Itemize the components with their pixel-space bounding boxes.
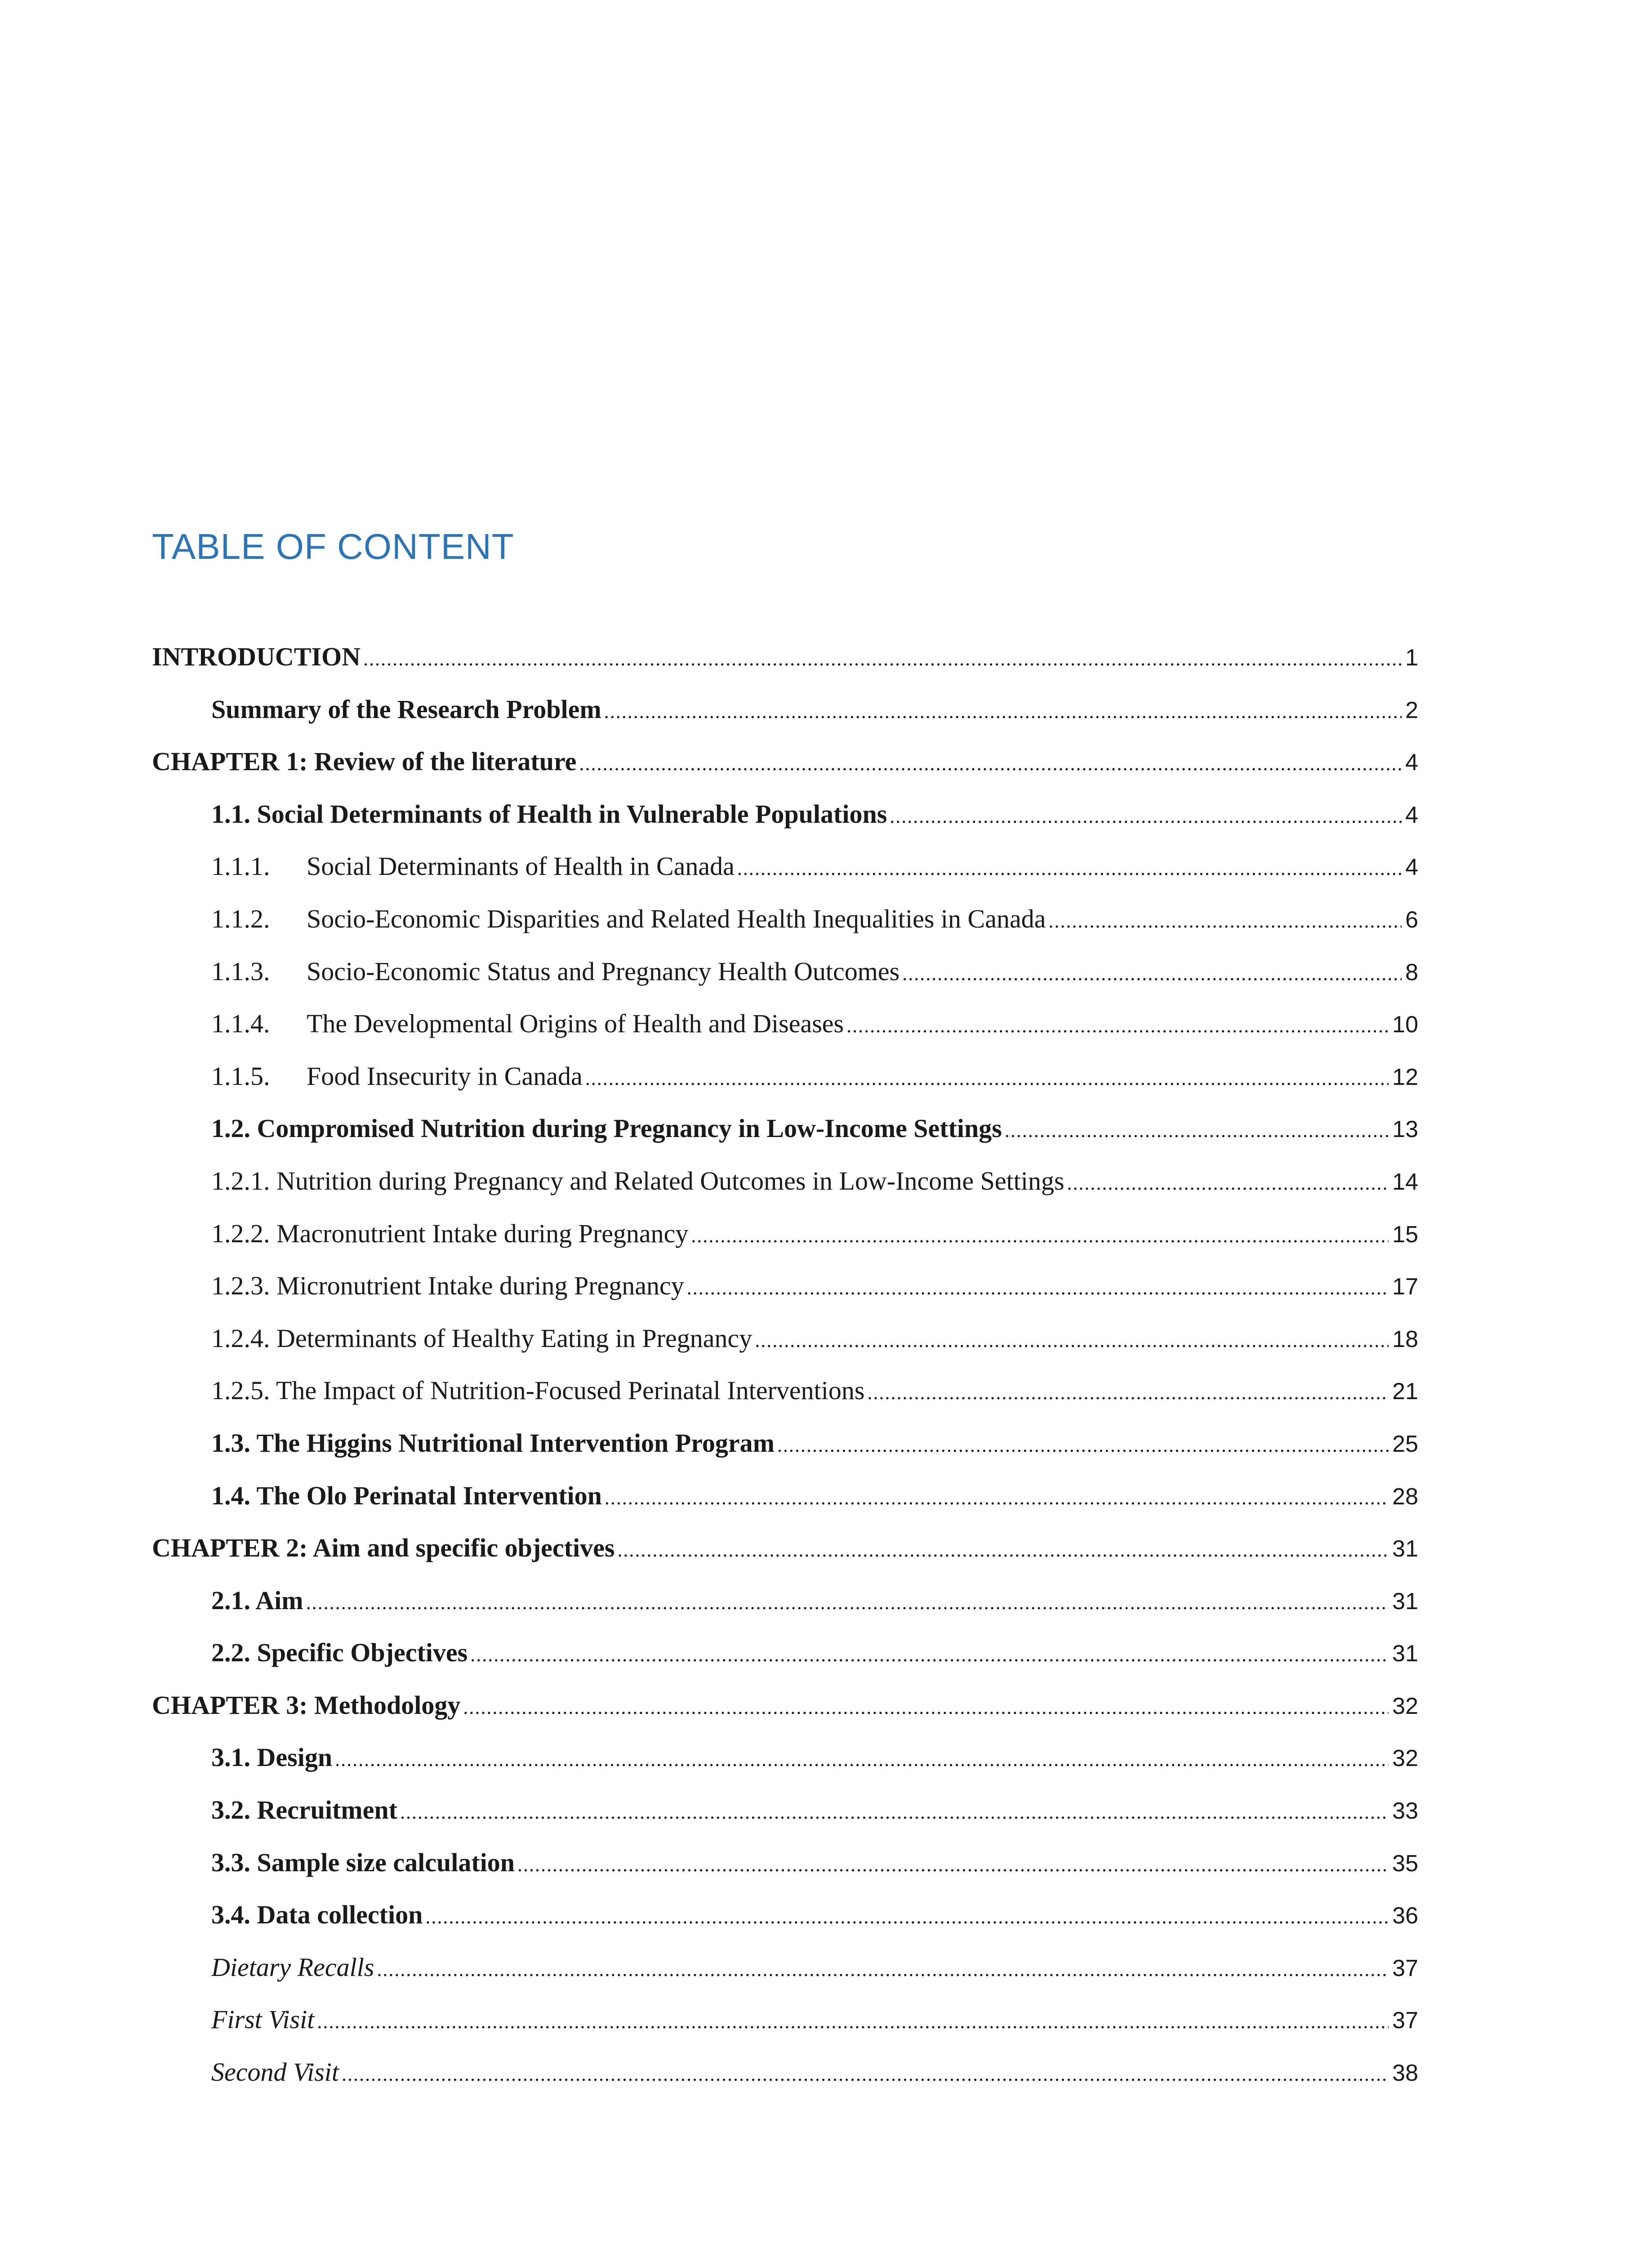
- toc-entry[interactable]: [0, 637, 1652, 689]
- toc-entry-page-number: 4: [1405, 854, 1418, 881]
- toc-entry-page-number: 32: [1392, 1745, 1418, 1772]
- toc-entry-title: Dietary Recalls: [211, 1952, 374, 1982]
- toc-entry-page-number: 1: [1405, 645, 1418, 671]
- toc-entry-title: 1.2.2. Macronutrient Intake during Pregnancy: [211, 1218, 689, 1248]
- toc-entry[interactable]: [0, 1370, 1652, 1423]
- toc-entry-title: 1.4. The Olo Perinatal Intervention: [211, 1481, 602, 1510]
- toc-entry-page-number: 25: [1392, 1431, 1418, 1457]
- toc-heading: TABLE OF CONTENT: [152, 526, 514, 566]
- toc-entry[interactable]: [0, 794, 1652, 847]
- toc-entry[interactable]: [0, 2052, 1652, 2105]
- dot-leader: [605, 1478, 1389, 1516]
- toc-entry-line: [152, 637, 1418, 677]
- toc-entry-line: [211, 1004, 1418, 1044]
- toc-entry-title: 1.3. The Higgins Nutritional Intervention Program: [211, 1428, 775, 1458]
- toc-entry-page-number: 17: [1392, 1274, 1418, 1300]
- toc-entry-title: 3.4. Data collection: [211, 1900, 423, 1930]
- toc-entry-line: [152, 741, 1418, 782]
- dot-leader: [400, 1792, 1389, 1830]
- toc-entry-line: [211, 1842, 1418, 1883]
- toc-entry-page-number: 2: [1405, 697, 1418, 723]
- toc-entry-line: [211, 689, 1418, 730]
- toc-entry-line: [211, 1318, 1418, 1359]
- dot-leader: [342, 2054, 1389, 2092]
- toc-entry-title: 1.2.5. The Impact of Nutrition-Focused Perinatal Interventions: [211, 1376, 865, 1405]
- toc-entry-title: 1.1. Social Determinants of Health in Vulnerable Populations: [211, 799, 887, 829]
- toc-entry-number: 1.1.1.: [211, 852, 270, 881]
- dot-leader: [846, 1006, 1389, 1044]
- toc-entry[interactable]: [0, 1947, 1652, 2000]
- toc-entry-line: [211, 1213, 1418, 1254]
- dot-leader: [737, 848, 1402, 887]
- dot-leader: [470, 1635, 1389, 1673]
- toc-entry[interactable]: [0, 1580, 1652, 1633]
- toc-entry-title: First Visit: [211, 2005, 315, 2034]
- toc-entry[interactable]: [0, 1528, 1652, 1580]
- toc-entry-title: 2.2. Specific Objectives: [211, 1638, 468, 1668]
- toc-entry[interactable]: [0, 741, 1652, 794]
- toc-entry-line: [211, 1947, 1418, 1988]
- toc-entry-line: [152, 1528, 1418, 1568]
- toc-entry-line: [211, 1370, 1418, 1411]
- toc-entry-line: [211, 1895, 1418, 1935]
- dot-leader: [335, 1740, 1389, 1778]
- toc-entry-number: 1.1.4.: [211, 1009, 270, 1039]
- dot-leader: [867, 1373, 1389, 1411]
- toc-entry[interactable]: [0, 1632, 1652, 1685]
- toc-entry-title: 3.2. Recruitment: [211, 1795, 397, 1825]
- dot-leader: [604, 691, 1402, 730]
- toc-entry-page-number: 13: [1392, 1116, 1418, 1143]
- toc-entry-title: CHAPTER 1: Review of the literature: [152, 747, 577, 776]
- dot-leader: [317, 2002, 1389, 2040]
- toc-entry-title: Socio-Economic Disparities and Related Health Inequalities in Canada: [307, 904, 1046, 933]
- dot-leader: [363, 639, 1402, 677]
- toc-entry-title: Food Insecurity in Canada: [307, 1061, 583, 1091]
- toc-entry-title: Second Visit: [211, 2057, 339, 2087]
- toc-entry[interactable]: [0, 846, 1652, 899]
- dot-leader: [517, 1845, 1389, 1883]
- toc-entry-number: 1.1.2.: [211, 904, 270, 933]
- toc-entry-line: [211, 1056, 1418, 1097]
- toc-entry[interactable]: [0, 1476, 1652, 1528]
- toc-entry[interactable]: [0, 1318, 1652, 1371]
- dot-leader: [755, 1320, 1389, 1359]
- toc-entry-line: [211, 1790, 1418, 1830]
- dot-leader: [687, 1268, 1389, 1306]
- toc-entry-line: [211, 1580, 1418, 1621]
- toc-entry-page-number: 37: [1392, 2007, 1418, 2034]
- toc-entry[interactable]: [0, 1161, 1652, 1213]
- dot-leader: [691, 1216, 1389, 1254]
- toc-entry-line: [211, 794, 1418, 834]
- toc-entry-page-number: 15: [1392, 1221, 1418, 1248]
- toc-entry-page-number: 37: [1392, 1955, 1418, 1981]
- toc-entry-page-number: 8: [1405, 959, 1418, 986]
- toc-entry-title: INTRODUCTION: [152, 642, 361, 671]
- toc-entry-line: [152, 1685, 1418, 1726]
- toc-entry-page-number: 14: [1392, 1169, 1418, 1195]
- toc-entry-title: The Developmental Origins of Health and Diseases: [307, 1009, 844, 1039]
- dot-leader: [617, 1530, 1389, 1568]
- toc-entry-line: [211, 1476, 1418, 1516]
- toc-entry-line: [211, 1737, 1418, 1778]
- dot-leader: [1067, 1163, 1389, 1201]
- toc-entry-title: Social Determinants of Health in Canada: [307, 852, 735, 881]
- toc-entry-page-number: 32: [1392, 1693, 1418, 1719]
- toc-entry-line: [211, 1999, 1418, 2040]
- toc-entry[interactable]: [0, 1790, 1652, 1842]
- dot-leader: [902, 954, 1402, 992]
- toc-entry-page-number: 6: [1405, 906, 1418, 933]
- toc-entry[interactable]: [0, 1213, 1652, 1266]
- toc-entry-line: [211, 1423, 1418, 1463]
- toc-entry-line: [211, 899, 1418, 939]
- toc-entry-page-number: 4: [1405, 749, 1418, 776]
- toc-entry-title: 1.2. Compromised Nutrition during Pregnancy in Low-Income Settings: [211, 1114, 1002, 1143]
- toc-entry[interactable]: [0, 1056, 1652, 1109]
- toc-entry[interactable]: [0, 1423, 1652, 1476]
- toc-entry[interactable]: [0, 1895, 1652, 1947]
- toc-entry[interactable]: [0, 1685, 1652, 1738]
- toc-entry-title: 2.1. Aim: [211, 1585, 303, 1615]
- toc-entry-title: Socio-Economic Status and Pregnancy Health Outcomes: [307, 956, 900, 986]
- toc-entry-line: [211, 1108, 1418, 1149]
- toc-entry[interactable]: [0, 689, 1652, 742]
- toc-entry-page-number: 31: [1392, 1641, 1418, 1667]
- toc-entry[interactable]: [0, 1999, 1652, 2052]
- toc-entry-page-number: 38: [1392, 2060, 1418, 2087]
- toc-list: [0, 637, 1652, 2105]
- toc-entry-page-number: 35: [1392, 1850, 1418, 1877]
- toc-entry-title: CHAPTER 3: Methodology: [152, 1690, 461, 1720]
- toc-entry[interactable]: [0, 1737, 1652, 1790]
- dot-leader: [377, 1949, 1389, 1988]
- toc-entry-page-number: 31: [1392, 1536, 1418, 1562]
- toc-entry-line: [211, 1161, 1418, 1201]
- toc-entry-title: 1.2.1. Nutrition during Pregnancy and Related Outcomes in Low-Income Settings: [211, 1166, 1064, 1195]
- dot-leader: [463, 1687, 1389, 1726]
- dot-leader: [579, 744, 1402, 782]
- dot-leader: [585, 1058, 1389, 1097]
- toc-entry-number: 1.1.3.: [211, 956, 270, 986]
- toc-entry-page-number: 31: [1392, 1588, 1418, 1615]
- dot-leader: [1005, 1111, 1389, 1149]
- toc-entry[interactable]: [0, 1004, 1652, 1056]
- toc-entry-page-number: 12: [1392, 1064, 1418, 1090]
- dot-leader: [1048, 901, 1402, 939]
- toc-entry-line: [211, 951, 1418, 992]
- toc-entry-page-number: 4: [1405, 802, 1418, 828]
- toc-entry[interactable]: [0, 899, 1652, 951]
- toc-entry-page-number: 10: [1392, 1012, 1418, 1038]
- toc-entry-page-number: 36: [1392, 1903, 1418, 1929]
- toc-entry-title: 1.2.4. Determinants of Healthy Eating in Pregnancy: [211, 1323, 753, 1353]
- toc-entry-title: 1.2.3. Micronutrient Intake during Pregnancy: [211, 1271, 684, 1301]
- toc-entry-page-number: 18: [1392, 1326, 1418, 1352]
- dot-leader: [890, 796, 1402, 834]
- toc-entry-page-number: 28: [1392, 1483, 1418, 1510]
- dot-leader: [425, 1897, 1389, 1935]
- toc-entry[interactable]: [0, 1108, 1652, 1161]
- toc-entry-line: [211, 846, 1418, 887]
- toc-entry-title: 3.3. Sample size calculation: [211, 1847, 515, 1877]
- toc-entry-title: 3.1. Design: [211, 1743, 333, 1772]
- toc-entry-title: Summary of the Research Problem: [211, 694, 601, 724]
- toc-entry[interactable]: [0, 1842, 1652, 1895]
- dot-leader: [306, 1583, 1389, 1621]
- toc-entry[interactable]: [0, 951, 1652, 1004]
- toc-entry-number: 1.1.5.: [211, 1061, 270, 1091]
- toc-entry-line: [211, 1632, 1418, 1673]
- dot-leader: [777, 1425, 1389, 1463]
- toc-entry-page-number: 33: [1392, 1798, 1418, 1824]
- toc-entry-title: CHAPTER 2: Aim and specific objectives: [152, 1533, 615, 1563]
- toc-entry-line: [211, 1266, 1418, 1306]
- toc-entry[interactable]: [0, 1266, 1652, 1318]
- toc-entry-line: [211, 2052, 1418, 2092]
- toc-entry-page-number: 21: [1392, 1378, 1418, 1405]
